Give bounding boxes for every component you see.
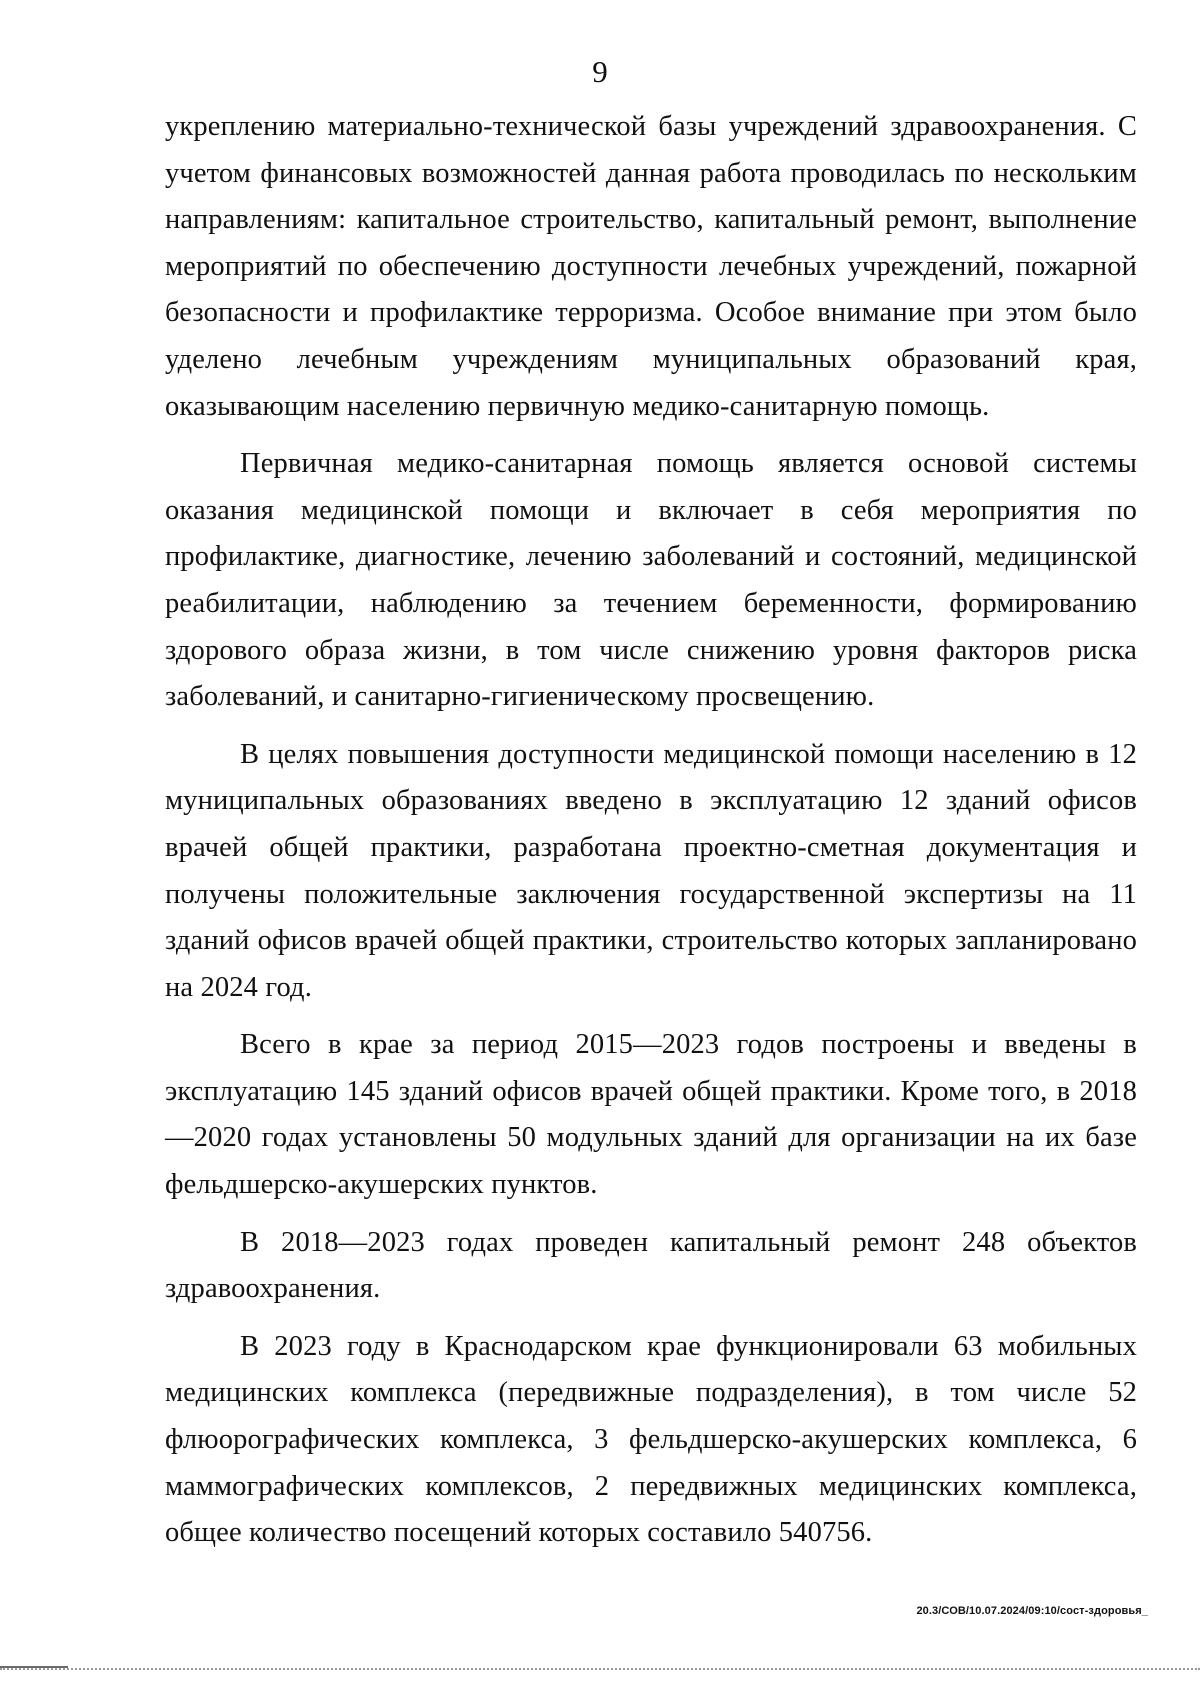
scan-bottom-edge-mark bbox=[0, 1666, 68, 1668]
paragraph-material-base: укреплению материально-технической базы учреждений здравоохранения. С учетом финансовых возможностей данная работа проводилась по нескольким направлениям: капитальное строительство, капитальный ремонт, выполнение мероприятий по обеспечению доступности лечебных учреждений, пожарной безопасности и профилактике терроризма. Особое внимание при этом было уделено лечебным учреждениям муниципальных образований края, оказывающим населению первичную медико-санитарную помощь. bbox=[165, 111, 1137, 422]
scan-bottom-edge-line bbox=[0, 1668, 1200, 1670]
paragraph-gp-offices: В целях повышения доступности медицинской помощи населению в 12 муниципальных образованиях введено в эксплуатацию 12 зданий офисов врачей общей практики, разработана проектно-сметная документация и получены положительные заключения государственной экспертизы на 11 зданий офисов врачей общей практики, строительство которых запланировано на 2024 год. bbox=[165, 738, 1137, 1003]
document-footer-code: 20.3/СОВ/10.07.2024/09:10/сост-здоровья_ bbox=[916, 1605, 1148, 1617]
paragraph-capital-repair: В 2018—2023 годах проведен капитальный ремонт 248 объектов здравоохранения. bbox=[165, 1226, 1137, 1305]
paragraph-mobile-complexes: В 2023 году в Краснодарском крае функционировали 63 мобильных медицинских комплекса (передвижные подразделения), в том числе 52 флюорографических комплекса, 3 фельдшерско-акушерских комплекса, 6 маммографических комплексов, 2 передвижных медицинских комплекса, общее количество посещений которых составило 540756. bbox=[165, 1330, 1137, 1549]
document-body bbox=[165, 104, 1137, 1557]
paragraph-construction-totals: Всего в крае за период 2015—2023 годов построены и введены в эксплуатацию 145 зданий офисов врачей общей практики. Кроме того, в 2018—2020 годах установлены 50 модульных зданий для организации на их базе фельдшерско-акушерских пунктов. bbox=[165, 1029, 1137, 1201]
paragraph-primary-care: Первичная медико-санитарная помощь является основой системы оказания медицинской помощи и включает в себя мероприятия по профилактике, диагностике, лечению заболеваний и состояний, медицинской реабилитации, наблюдению за течением беременности, формированию здорового образа жизни, в том числе снижению уровня факторов риска заболеваний, и санитарно-гигиеническому просвещению. bbox=[165, 448, 1137, 713]
page-number: 9 bbox=[592, 54, 608, 89]
